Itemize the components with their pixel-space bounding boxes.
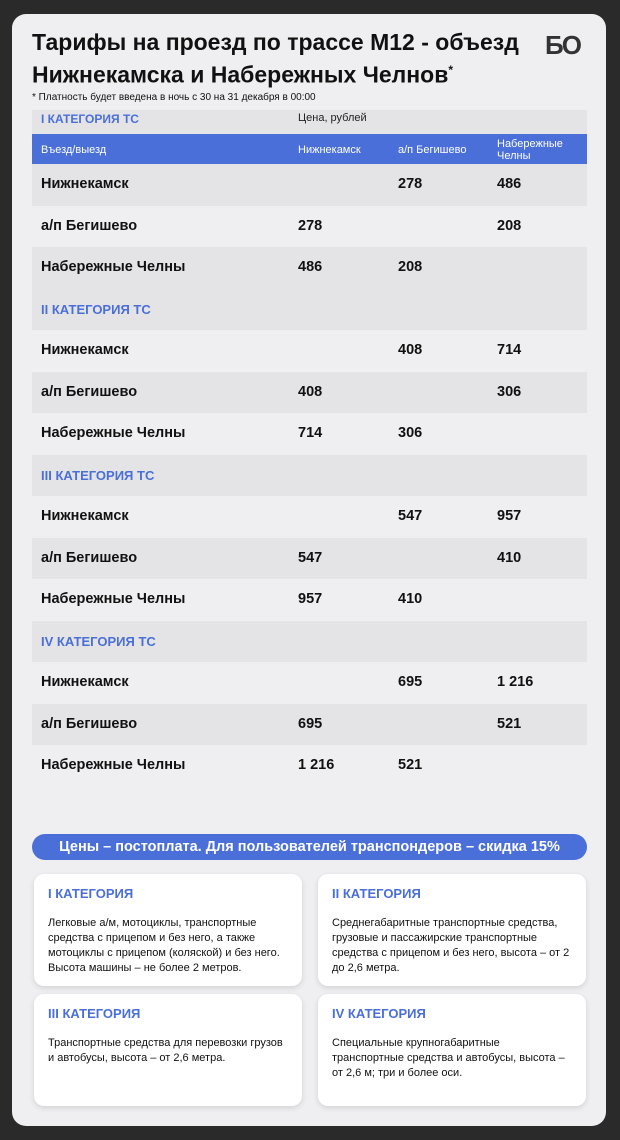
infographic-card xyxy=(12,14,606,1126)
category-box-2 xyxy=(318,874,586,986)
row-name: Набережные Челны xyxy=(41,591,186,607)
table-row xyxy=(32,579,587,621)
category-label: I КАТЕГОРИЯ ТС xyxy=(41,112,139,126)
tariff-table xyxy=(32,110,587,787)
table-row xyxy=(32,538,587,580)
table-row xyxy=(32,206,587,248)
table-header xyxy=(32,134,587,164)
table-row xyxy=(32,704,587,746)
title-footnote-mark: * xyxy=(448,63,454,77)
cell-value: 410 xyxy=(398,591,423,607)
cell-value: 410 xyxy=(497,549,522,566)
cell-value: 208 xyxy=(398,259,423,275)
title-text: Тарифы на проезд по трассе М12 - объезд Нижнекамска и Набережных Челнов xyxy=(32,29,519,88)
logo: БО xyxy=(545,30,580,60)
cell-value: 521 xyxy=(497,715,522,732)
cell-value: 695 xyxy=(398,674,423,690)
box-title: II КАТЕГОРИЯ xyxy=(332,886,421,901)
cell-value: 306 xyxy=(398,425,423,441)
cell-value: 547 xyxy=(398,508,423,524)
footnote: * Платность будет введена в ночь с 30 на 31 декабря в 00:00 xyxy=(32,92,316,103)
row-name: Нижнекамск xyxy=(41,674,129,690)
header-col3-line1: Набережные xyxy=(497,138,563,150)
table-row xyxy=(32,496,587,538)
row-name: а/п Бегишево xyxy=(41,217,138,234)
cell-value: 278 xyxy=(298,217,323,234)
box-title: IV КАТЕГОРИЯ xyxy=(332,1006,426,1021)
box-title: I КАТЕГОРИЯ xyxy=(48,886,134,901)
box-text: Среднегабаритные транспортные средства, грузовые и пассажирские транспортные средства с прицепом и без него, высота – от 2 до 2,6 метра. xyxy=(332,917,570,974)
table-row xyxy=(32,745,587,787)
row-name: Набережные Челны xyxy=(41,757,186,773)
category-header-1 xyxy=(32,110,587,134)
table-row xyxy=(32,662,587,704)
box-text: Легковые а/м, мотоциклы, транспортные средства с прицепом и без него, а также мотоциклы с прицепом (коляской) и без него. Высота машины – не более 2 метров. xyxy=(48,917,280,974)
row-name: а/п Бегишево xyxy=(41,715,138,732)
cell-value: 408 xyxy=(398,342,423,358)
row-name: Набережные Челны xyxy=(41,425,186,441)
discount-banner: Цены – постоплата. Для пользователей транспондеров – скидка 15% xyxy=(32,834,587,860)
cell-value: 486 xyxy=(497,176,522,192)
cell-value: 521 xyxy=(398,757,423,773)
box-text: Специальные крупногабаритные транспортные средства и автобусы, высота – от 2,6 м; три и более оси. xyxy=(332,1037,565,1079)
header-col1: Нижнекамск xyxy=(298,144,361,156)
cell-value: 408 xyxy=(298,383,323,400)
category-box-4 xyxy=(318,994,586,1106)
cell-value: 714 xyxy=(497,342,522,358)
table-row xyxy=(32,330,587,372)
category-label: II КАТЕГОРИЯ ТС xyxy=(41,301,151,317)
header-col3-line2: Челны xyxy=(497,150,531,162)
cell-value: 278 xyxy=(398,176,423,192)
price-label: Цена, рублей xyxy=(298,112,367,124)
cell-value: 1 216 xyxy=(497,674,534,690)
category-box-3 xyxy=(34,994,302,1106)
table-row xyxy=(32,372,587,414)
header-col2: а/п Бегишево xyxy=(398,144,467,156)
category-label: IV КАТЕГОРИЯ ТС xyxy=(41,633,156,649)
cell-value: 547 xyxy=(298,549,323,566)
row-name: Нижнекамск xyxy=(41,342,129,358)
category-label: III КАТЕГОРИЯ ТС xyxy=(41,467,155,483)
category-header-4 xyxy=(32,621,587,663)
category-header-3 xyxy=(32,455,587,497)
row-name: Нижнекамск xyxy=(41,508,129,524)
cell-value: 486 xyxy=(298,259,323,275)
row-name: а/п Бегишево xyxy=(41,383,138,400)
header-entry: Въезд/выезд xyxy=(41,144,107,156)
table-row xyxy=(32,247,587,289)
table-row xyxy=(32,413,587,455)
row-name: а/п Бегишево xyxy=(41,549,138,566)
category-header-2 xyxy=(32,289,587,331)
cell-value: 1 216 xyxy=(298,757,335,773)
page-title xyxy=(32,28,532,89)
category-box-1 xyxy=(34,874,302,986)
box-text: Транспортные средства для перевозки грузов и автобусы, высота – от 2,6 метра. xyxy=(48,1037,283,1064)
cell-value: 208 xyxy=(497,217,522,234)
box-title: III КАТЕГОРИЯ xyxy=(48,1006,141,1021)
cell-value: 957 xyxy=(497,508,522,524)
cell-value: 306 xyxy=(497,383,522,400)
table-row xyxy=(32,164,587,206)
row-name: Набережные Челны xyxy=(41,259,186,275)
row-name: Нижнекамск xyxy=(41,176,129,192)
cell-value: 957 xyxy=(298,591,323,607)
cell-value: 714 xyxy=(298,425,323,441)
cell-value: 695 xyxy=(298,715,323,732)
